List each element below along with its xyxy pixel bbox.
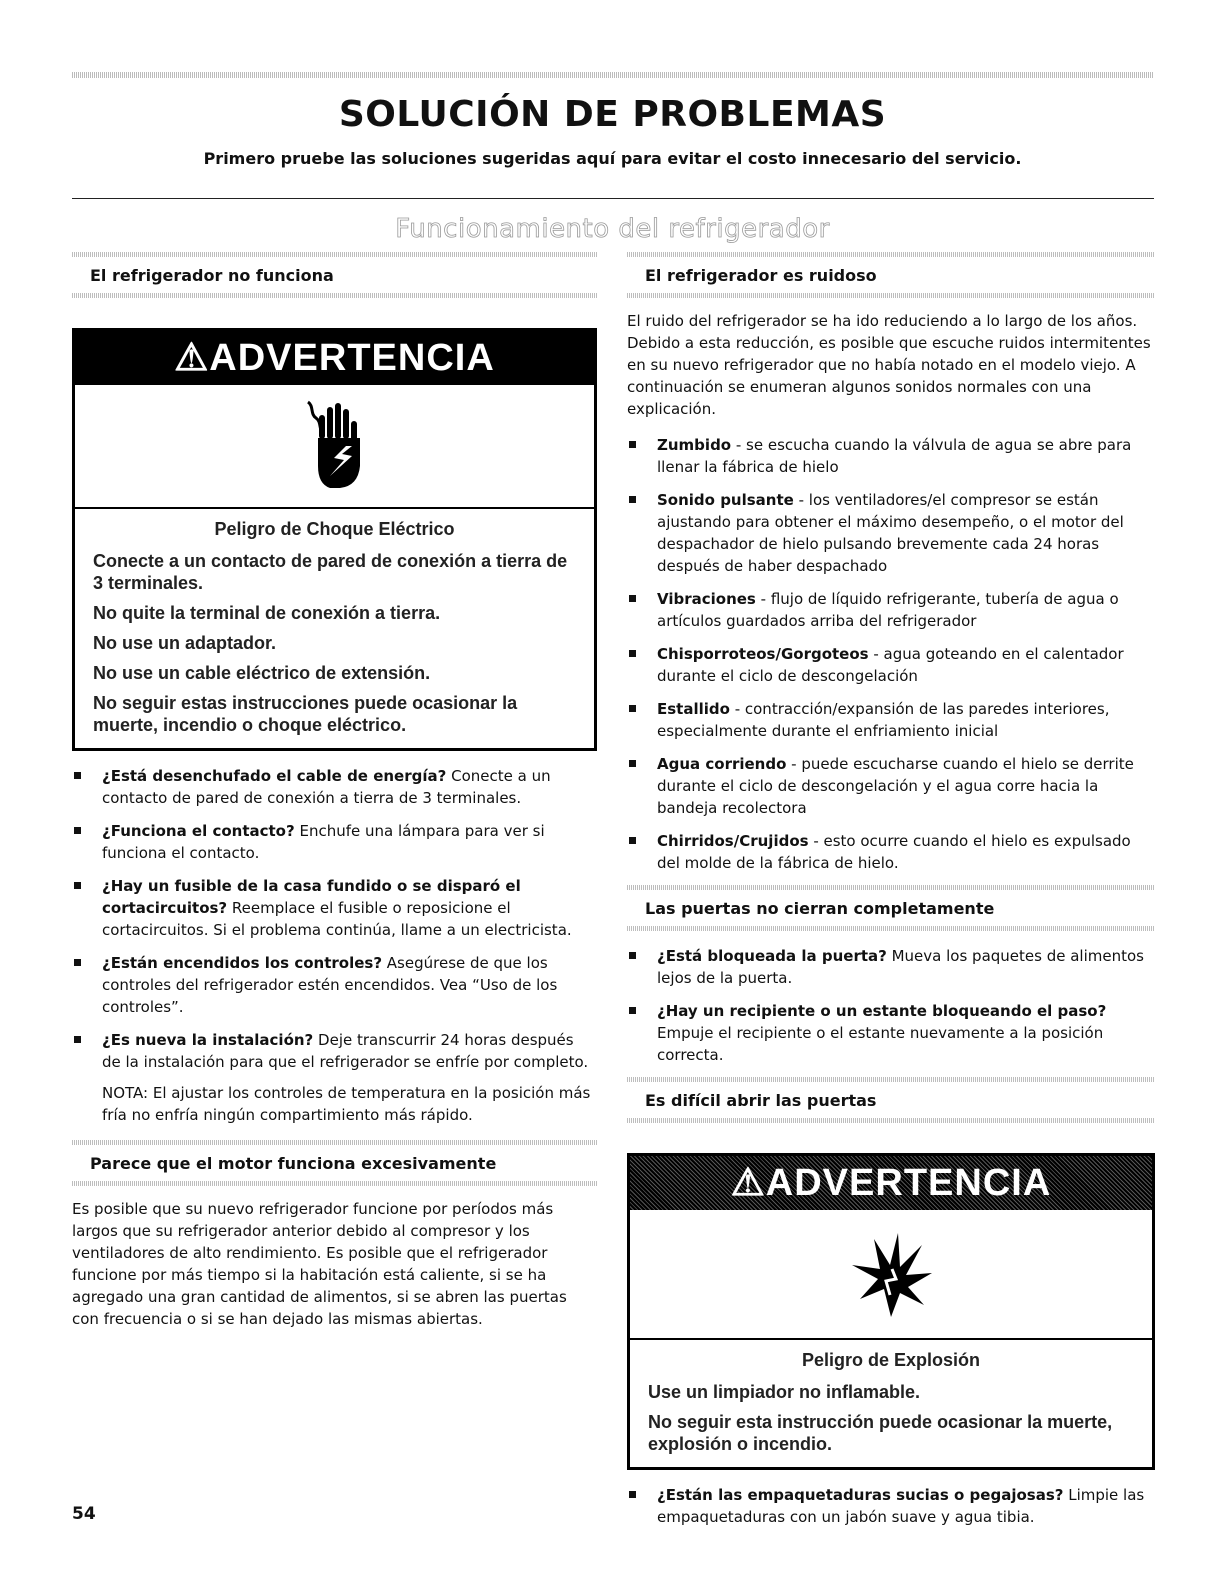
hazard-title: Peligro de Choque Eléctrico (214, 519, 455, 539)
list-item: Vibraciones - flujo de líquido refrigerante, tubería de agua o artículos guardados arriba del refrigerador (627, 588, 1155, 632)
warning-line: No seguir esta instrucción puede ocasionar la muerte, explosión o incendio. (648, 1412, 1113, 1454)
warning-banner (630, 1156, 1152, 1210)
heading-motor: Parece que el motor funciona excesivamente (90, 1154, 497, 1173)
list-item: Sonido pulsante - los ventiladores/el compresor se están ajustando para obtener el máximo desempeño, o el motor del despachador de hielo pulsando brevemente cada 24 horas después de haber despachado (627, 489, 1155, 577)
doors-list (627, 945, 1155, 1066)
warning-box-explosion (627, 1153, 1155, 1470)
list-item: ¿Está bloqueada la puerta? Mueva los paquetes de alimentos lejos de la puerta. (627, 945, 1155, 989)
explosion-icon (846, 1229, 936, 1319)
heading-not-working: El refrigerador no funciona (90, 266, 334, 285)
list-item: Zumbido - se escucha cuando la válvula de agua se abre para llenar la fábrica de hielo (627, 434, 1155, 478)
page-number: 54 (72, 1504, 96, 1524)
warning-banner (75, 331, 594, 385)
hazard-title: Peligro de Explosión (801, 1350, 981, 1370)
list-item: ¿Hay un recipiente o un estante bloqueando el paso? Empuje el recipiente o el estante nuevamente a la posición correcta. (627, 1000, 1155, 1066)
left-column (72, 252, 597, 1330)
divider (72, 293, 597, 298)
sounds-list (627, 434, 1155, 874)
right-column (627, 252, 1155, 1539)
explosion-symbol (630, 1210, 1152, 1340)
list-item: ¿Funciona el contacto? Enchufe una lámpara para ver si funciona el contacto. (72, 820, 597, 864)
note-text: NOTA: El ajustar los controles de temperatura en la posición más fría no enfría ningún compartimiento más rápido. (102, 1084, 591, 1124)
list-item: Estallido - contracción/expansión de las paredes interiores, especialmente durante el enfriamiento inicial (627, 698, 1155, 742)
list-item: ¿Está desenchufado el cable de energía? Conecte a un contacto de pared de conexión a tierra de 3 terminales. (72, 765, 597, 809)
divider (72, 1181, 597, 1186)
divider (627, 293, 1155, 298)
warning-triangle-icon: ⚠ (174, 337, 210, 379)
list-item: ¿Están las empaquetaduras sucias o pegajosas? Limpie las empaquetaduras con un jabón suave y agua tibia. (627, 1484, 1155, 1528)
warning-line: Use un limpiador no inflamable. (648, 1382, 921, 1402)
header-divider (72, 198, 1154, 199)
not-working-list (72, 765, 597, 1073)
warning-line: No quite la terminal de conexión a tierra. (93, 603, 441, 623)
warning-line: Conecte a un contacto de pared de conexión a tierra de 3 terminales. (93, 551, 568, 593)
divider (627, 926, 1155, 931)
heading-doors-close: Las puertas no cierran completamente (645, 899, 995, 918)
top-rule (72, 72, 1154, 78)
electric-shock-symbol (75, 385, 594, 509)
noise-paragraph: El ruido del refrigerador se ha ido reduciendo a lo largo de los años. Debido a esta reducción, es posible que escuche ruidos intermitentes en su nuevo refrigerador que no había notado en el modelo viejo. A continuación se enumeran algunos sonidos normales con una explicación. (627, 312, 1151, 418)
divider (627, 1118, 1155, 1123)
list-item: ¿Es nueva la instalación? Deje transcurrir 24 horas después de la instalación para que el refrigerador se enfríe por completo. (72, 1029, 597, 1073)
heading-noisy: El refrigerador es ruidoso (645, 266, 877, 285)
list-item: ¿Hay un fusible de la casa fundido o se disparó el cortacircuitos? Reemplace el fusible o reposicione el cortacircuitos. Si el problema continúa, llame a un electricista. (72, 875, 597, 941)
warning-label: ADVERTENCIA (209, 337, 495, 379)
list-item: Chisporroteos/Gorgoteos - agua goteando en el calentador durante el ciclo de descongelación (627, 643, 1155, 687)
list-item: Agua corriendo - puede escucharse cuando el hielo se derrite durante el ciclo de descongelación y el agua corre hacia la bandeja recolectora (627, 753, 1155, 819)
warning-box-electric (72, 328, 597, 751)
warning-label: ADVERTENCIA (765, 1162, 1052, 1204)
warning-line: No use un cable eléctrico de extensión. (93, 663, 431, 683)
page-title: SOLUCIÓN DE PROBLEMAS (338, 94, 887, 135)
electric-shock-hand-icon (300, 396, 370, 496)
list-item: Chirridos/Crujidos - esto ocurre cuando el hielo es expulsado del molde de la fábrica de hielo. (627, 830, 1155, 874)
warning-line: No use un adaptador. (93, 633, 277, 653)
warning-triangle-icon: ⚠ (730, 1162, 766, 1204)
warning-line: No seguir estas instrucciones puede ocasionar la muerte, incendio o choque eléctrico. (93, 693, 518, 735)
gaskets-list (627, 1484, 1155, 1528)
section-title: Funcionamiento del refrigerador (395, 214, 830, 244)
page-subtitle: Primero pruebe las soluciones sugeridas aquí para evitar el costo innecesario del servicio. (203, 149, 1022, 168)
heading-doors-open: Es difícil abrir las puertas (645, 1091, 877, 1110)
list-item: ¿Están encendidos los controles? Asegúrese de que los controles del refrigerador estén encendidos. Vea “Uso de los controles”. (72, 952, 597, 1018)
motor-paragraph: Es posible que su nuevo refrigerador funcione por períodos más largos que su refrigerador anterior debido al compresor y los ventiladores de alto rendimiento. Es posible que el refrigerador funcione por más tiempo si la habitación está caliente, si se ha agregado una gran cantidad de alimentos, si se abren las puertas con frecuencia o si se han dejado las mismas abiertas. (72, 1200, 567, 1328)
